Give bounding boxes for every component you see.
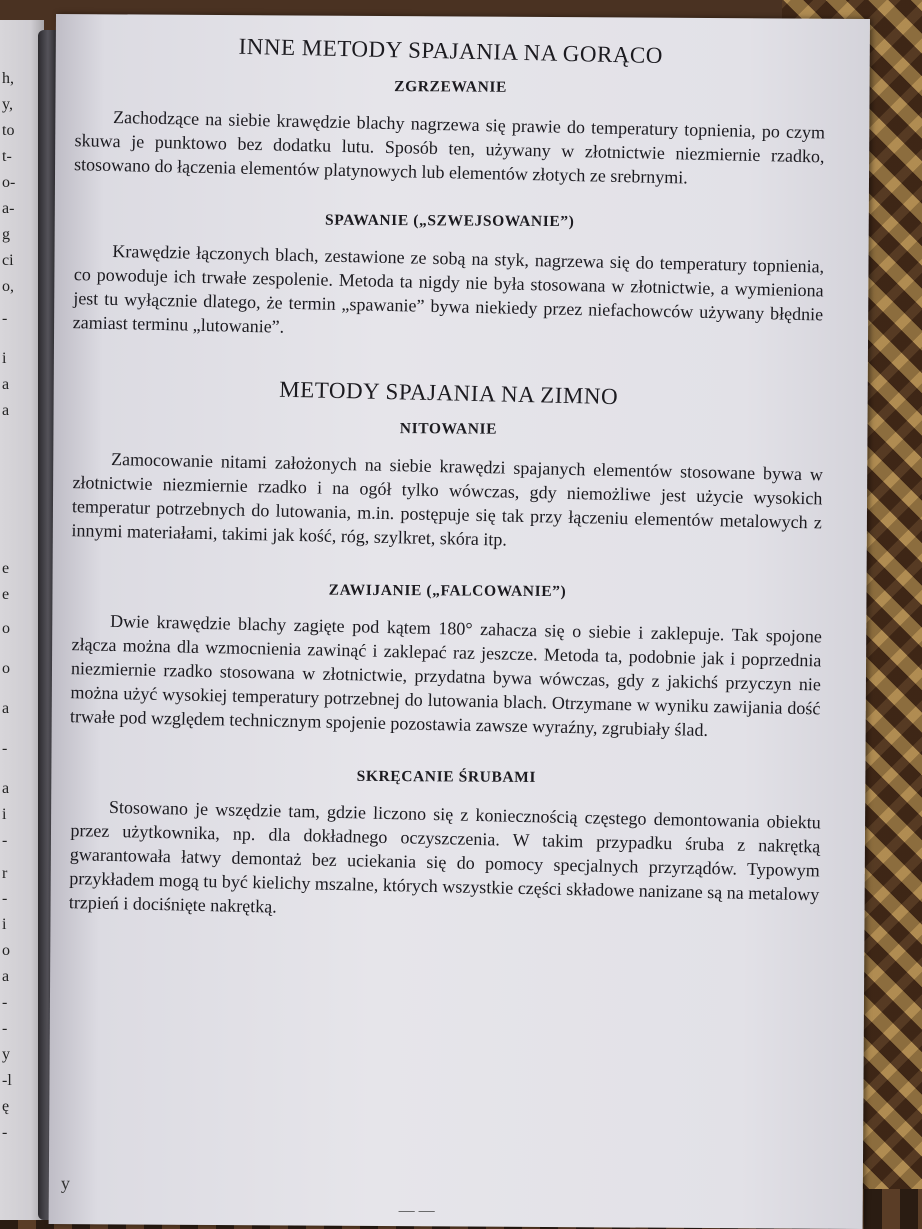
subsection-heading-zawijanie: ZAWIJANIE („FALCOWANIE”) <box>328 581 567 601</box>
margin-fragment: y <box>2 1046 10 1063</box>
margin-fragment: a <box>2 968 10 985</box>
margin-fragment: - <box>2 1124 8 1141</box>
margin-fragment: - <box>2 740 8 757</box>
paragraph-zgrzewanie: Zachodzące na siebie krawędzie blachy nagrzewa się prawie do temperatury topnienia, po czym skuwa je punktowo bez dodatku lutu. Sposób ten, używany w złotnictwie niezmiernie rzadko, stosowano do łączenia elementów platynowych lub elementów złotych ze srebrnymi. <box>73 106 826 188</box>
margin-fragment: a <box>2 780 10 797</box>
margin-fragment: y, <box>2 96 13 113</box>
paragraph-zawijanie: Dwie krawędzie blachy zagięte pod kątem 180° zahacza się o siebie i zaklepuje. Tak spojone złącza można dla wzmocnienia zawinąć i zaklepać raz jeszcze. Metoda ta, podobnie jak i poprzednia niezmiernie rzadko stosowana w złotnictwie, przydatna bywa wówczas, gdy z jakichś przyczyn nie można użyć wysokiej temperatury potrzebnej do lutowania blach. Otrzymane w wyniku zawijania dość trwałe pod względem technicznym spojenie pozostawia zawsze wyraźny, zgrubiały ślad. <box>69 610 823 741</box>
subsection-heading-spawanie: SPAWANIE („SZWEJSOWANIE”) <box>324 211 575 231</box>
margin-fragment: - <box>2 310 8 327</box>
subsection-heading-skrecanie: SKRĘCANIE ŚRUBAMI <box>356 767 537 786</box>
margin-fragment: o- <box>2 174 16 191</box>
margin-fragment: i <box>2 350 7 367</box>
margin-fragment: - <box>2 890 8 907</box>
margin-fragment: -l <box>2 1072 12 1089</box>
margin-fragment: a <box>2 402 10 419</box>
margin-fragment: e <box>2 560 10 577</box>
margin-fragment: o <box>2 620 10 637</box>
margin-fragment: r <box>2 865 8 882</box>
margin-fragment: - <box>2 832 8 849</box>
margin-fragment: - <box>2 994 8 1011</box>
book-page <box>49 14 870 1229</box>
paragraph-nitowanie: Zamocowanie nitami założonych na siebie krawędzi spajanych elementów stosowane bywa w złotnictwie niezmiernie rzadko i na ogół tylko wówczas, gdy niemożliwe jest użycie wysokich temperatur potrzebnych do lutowania, m.in. postępuje się tak przy łączeniu elementów metalowych z innymi materiałami, takimi jak kość, róg, szylkret, skóra itp. <box>71 448 824 550</box>
margin-fragment: to <box>2 122 15 139</box>
margin-fragment: i <box>2 806 7 823</box>
margin-fragment: e <box>2 586 10 603</box>
margin-fragment: ę <box>2 1098 10 1115</box>
margin-fragment: i <box>2 916 7 933</box>
section-title-hot-methods: INNE METODY SPAJANIA NA GORĄCO <box>238 33 664 69</box>
paragraph-spawanie: Krawędzie łączonych blach, zestawione ze sobą na styk, nagrzewa się do temperatury topnienia, co powoduje ich trwałe zespolenie. Metoda ta nigdy nie była stosowana w złotnictwie, a wymieniona jest tu wyłącznie dlatego, że termin „spawanie” bywa niekiedy przez niefachowców używany błędnie zamiast terminu „lutowanie”. <box>72 240 825 337</box>
margin-fragment: o <box>2 942 10 959</box>
paragraph-skrecanie: Stosowano je wszędzie tam, gdzie liczono się z koniecznością częstego demontowania obiektu przez użytkownika, np. dla dokładnego oczyszczenia. W takim przypadku śruba z nakrętką gwarantowała łatwy demontaż bez uciekania się do pomocy specjalnych przyrządów. Typowym przykładem mogą tu być kielichy mszalne, których wszystkie części składowe nanizane są na metalowy trzpień i dociśnięte nakrętką. <box>68 796 822 917</box>
margin-fragment: a- <box>2 200 15 217</box>
corner-mark: y <box>60 1173 70 1194</box>
section-title-cold-methods: METODY SPAJANIA NA ZIMNO <box>278 376 619 410</box>
margin-fragment: ci <box>2 252 14 269</box>
margin-fragment: t- <box>2 148 12 165</box>
margin-fragment: g <box>2 226 10 243</box>
margin-fragment: h, <box>2 70 14 87</box>
subsection-heading-zgrzewanie: ZGRZEWANIE <box>394 78 508 96</box>
margin-fragment: o, <box>2 278 14 295</box>
margin-fragment: a <box>2 376 10 393</box>
margin-fragment: - <box>2 1020 8 1037</box>
page-number: — — <box>398 1202 435 1220</box>
margin-fragment: a <box>2 700 10 717</box>
margin-fragment: o <box>2 660 10 677</box>
page-content <box>68 33 826 919</box>
subsection-heading-nitowanie: NITOWANIE <box>399 420 498 438</box>
